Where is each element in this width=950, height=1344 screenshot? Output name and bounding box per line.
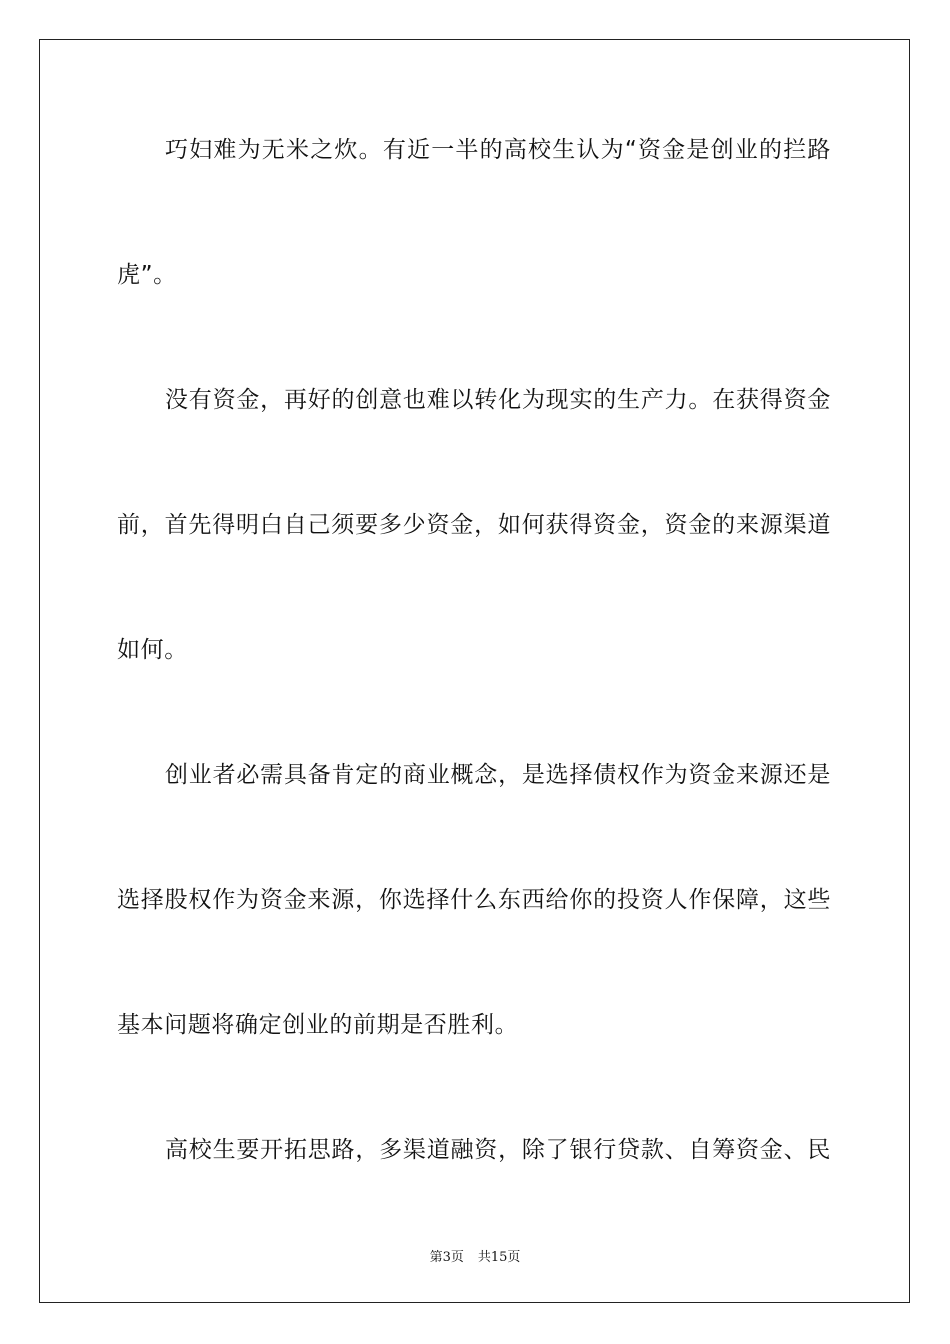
paragraph-line: 巧妇难为无米之炊。有近一半的高校生认为“资金是创业的拦路: [165, 137, 831, 163]
paragraph-line: 如何。: [117, 637, 188, 663]
paragraph-line: 基本问题将确定创业的前期是否胜利。: [117, 1012, 519, 1038]
page-number: 第3页: [429, 1250, 464, 1265]
paragraph-line: 没有资金，再好的创意也难以转化为现实的生产力。在获得资金: [165, 387, 831, 413]
paragraph-line: 选择股权作为资金来源，你选择什么东西给你的投资人作保障，这些: [117, 887, 831, 913]
page-footer: [0, 1249, 950, 1267]
page-total: 共15页: [477, 1250, 521, 1265]
page-border: [39, 39, 910, 1303]
paragraph-line: 前，首先得明白自己须要多少资金，如何获得资金，资金的来源渠道: [117, 512, 831, 538]
paragraph-line: 创业者必需具备肯定的商业概念，是选择债权作为资金来源还是: [165, 762, 831, 788]
paragraph-line: 虎”。: [117, 262, 177, 288]
paragraph-line: 高校生要开拓思路，多渠道融资，除了银行贷款、自筹资金、民: [165, 1137, 831, 1163]
